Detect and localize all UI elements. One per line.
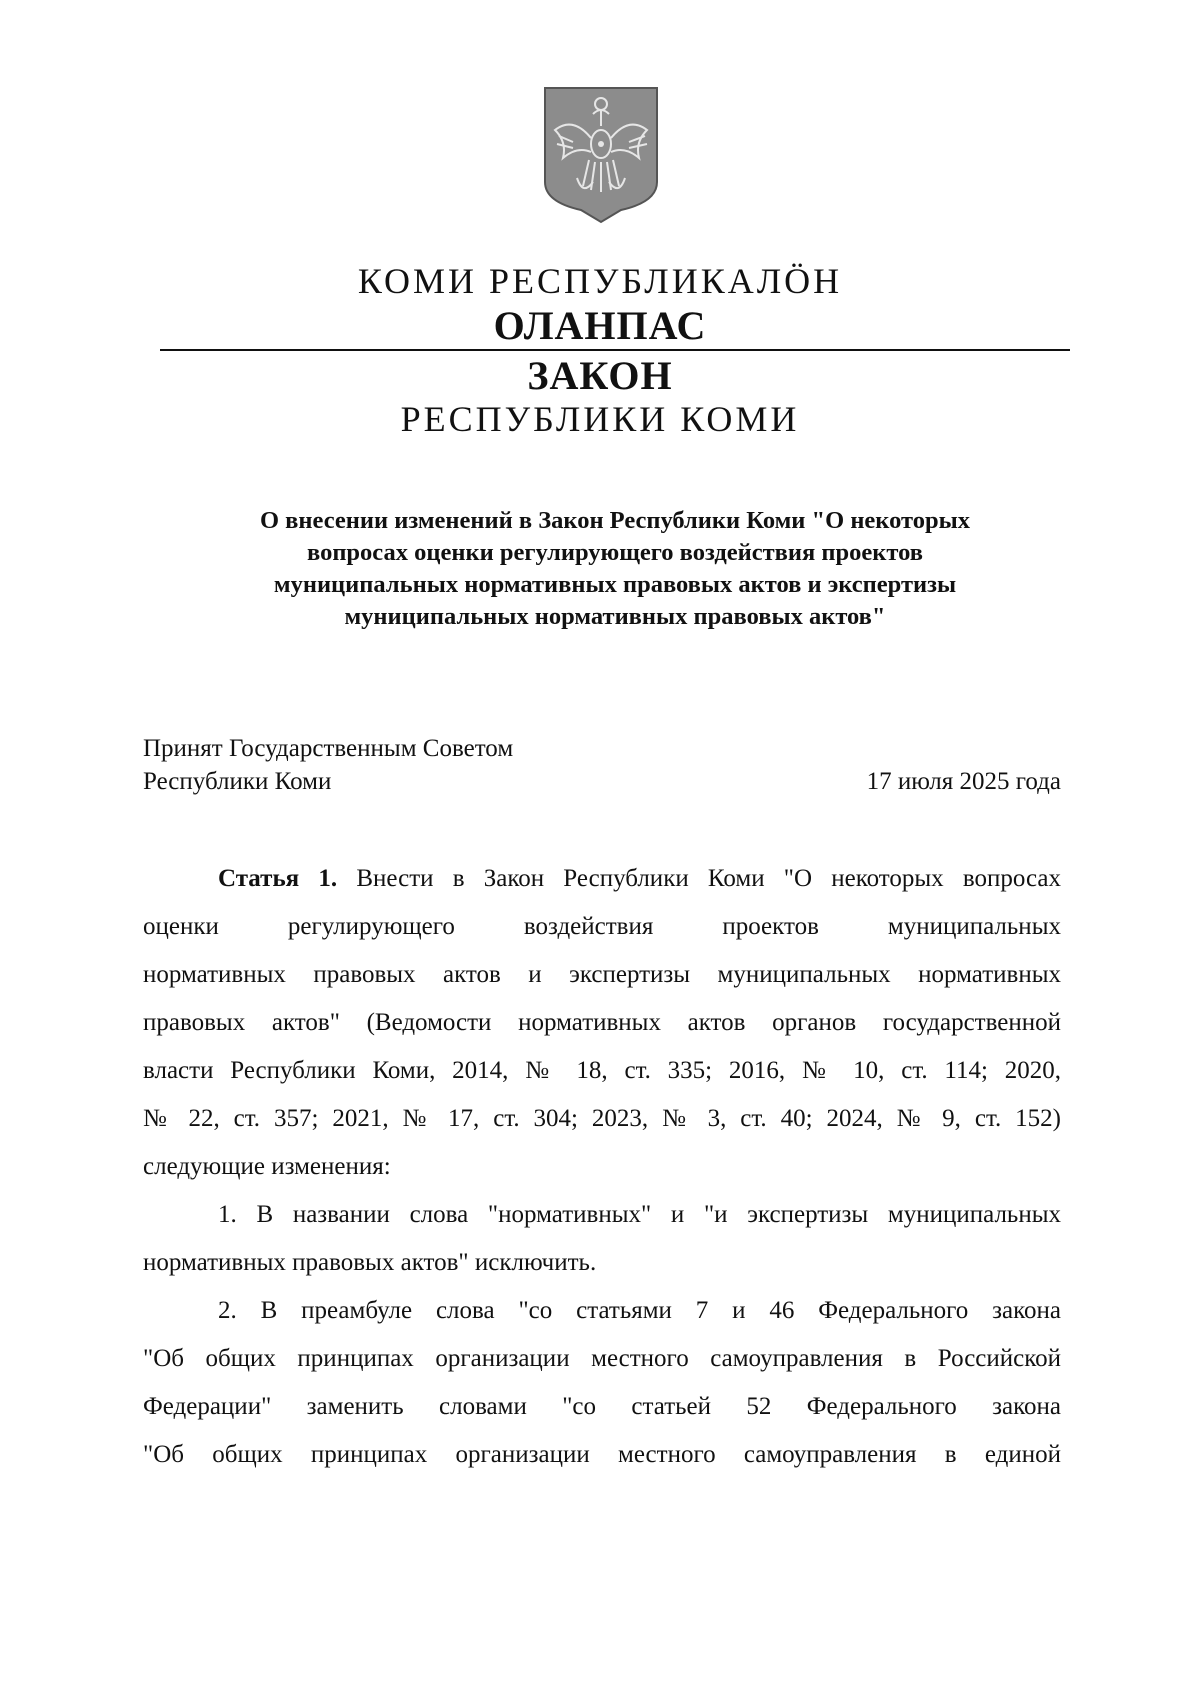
- law-title-line: муниципальных нормативных правовых актов": [344, 603, 886, 630]
- adoption-line-2: Республики Коми: [143, 768, 332, 795]
- article-line: № 22, ст. 357; 2021, № 17, ст. 304; 2023, № 3, ст. 40; 2024, № 9, ст. 152): [143, 1105, 1061, 1132]
- header-olanpas: ОЛАНПАС: [493, 303, 707, 348]
- item-1-line: нормативных правовых актов" исключить.: [143, 1249, 597, 1276]
- law-title-line: О внесении изменений в Закон Республики Коми "О некоторых: [260, 507, 970, 534]
- law-title-line: вопросах оценки регулирующего воздействия проектов: [307, 539, 923, 566]
- item-1-line: 1. В названии слова "нормативных" и "и экспертизы муниципальных: [218, 1201, 1061, 1228]
- header-komi-line: КОМИ РЕСПУБЛИКАЛӦН: [357, 261, 843, 301]
- header-respubliki-komi: РЕСПУБЛИКИ КОМИ: [400, 399, 800, 439]
- item-2-line: "Об общих принципах организации местного самоуправления в Российской: [143, 1345, 1061, 1372]
- article-line: следующие изменения:: [143, 1153, 391, 1180]
- article-line: правовых актов" (Ведомости нормативных актов органов государственной: [143, 1009, 1061, 1036]
- article-line: Статья 1. Внести в Закон Республики Коми "О некоторых вопросах: [218, 865, 1061, 892]
- header-zakon: ЗАКОН: [527, 353, 673, 398]
- adoption-statement: [143, 732, 513, 798]
- article-line: власти Республики Коми, 2014, № 18, ст. 335; 2016, № 10, ст. 114; 2020,: [143, 1057, 1061, 1084]
- adoption-line-1: Принят Государственным Советом: [143, 735, 514, 762]
- item-2-line: Федерации" заменить словами "со статьей 52 Федерального закона: [143, 1393, 1061, 1420]
- item-2-line: "Об общих принципах организации местного самоуправления в единой: [143, 1441, 1061, 1468]
- adoption-date: 17 июля 2025 года: [866, 768, 1061, 795]
- item-2-line: 2. В преамбуле слова "со статьями 7 и 46 Федерального закона: [218, 1297, 1061, 1324]
- header-divider: [160, 349, 1070, 351]
- law-title: [160, 505, 1070, 633]
- article-line: оценки регулирующего воздействия проектов муниципальных: [143, 913, 1061, 940]
- article-label: Статья 1.: [218, 865, 338, 892]
- article-line: нормативных правовых актов и экспертизы муниципальных нормативных: [143, 961, 1061, 988]
- coat-of-arms-emblem: [543, 86, 659, 224]
- law-title-line: муниципальных нормативных правовых актов и экспертизы: [273, 571, 957, 598]
